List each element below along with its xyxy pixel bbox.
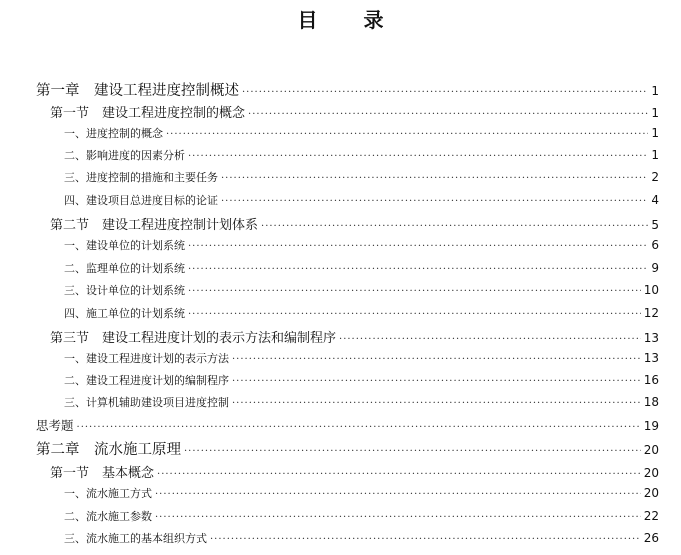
toc-entry-page: 26: [643, 531, 659, 545]
toc-entry-page: 16: [643, 373, 659, 387]
toc-entry-page: 1: [651, 84, 659, 98]
toc-entry-label: 思考题: [36, 418, 74, 433]
toc-entry-page: 1: [651, 106, 659, 120]
toc-entry-label: 三、流水施工的基本组织方式: [64, 532, 207, 545]
toc-entry-label: 二、影响进度的因素分析: [64, 149, 185, 162]
dot-leader: [339, 334, 641, 345]
toc-entry-label: 第一章 建设工程进度控制概述: [36, 83, 239, 99]
toc-entry-label: 第一节 建设工程进度控制的概念: [50, 106, 246, 121]
dot-leader: [232, 354, 641, 365]
toc-entry-item: [64, 169, 659, 185]
toc-entry-section: [50, 462, 659, 481]
toc-title-char-2: 录: [363, 8, 384, 32]
dot-leader: [155, 512, 641, 523]
toc-entry-page: 9: [651, 261, 659, 275]
toc-title: [0, 4, 681, 33]
dot-leader: [166, 129, 648, 140]
toc-entry-page: 19: [643, 419, 659, 433]
toc-entry-page: 10: [643, 283, 659, 297]
toc-entry-page: 22: [643, 509, 659, 523]
dot-leader: [261, 221, 648, 232]
toc-entry-label: 一、进度控制的概念: [64, 127, 163, 140]
dot-leader: [221, 196, 648, 207]
toc-entry-page: 4: [651, 193, 659, 207]
dot-leader: [155, 489, 641, 500]
toc-entry-label: 一、建设单位的计划系统: [64, 239, 185, 252]
toc-entry-item: [64, 147, 659, 163]
toc-entry-page: 18: [643, 395, 659, 409]
dot-leader: [77, 422, 641, 433]
toc-entry-section: [50, 327, 659, 346]
toc-entry-item: [64, 508, 659, 524]
dot-leader: [232, 398, 641, 409]
dot-leader: [188, 264, 648, 275]
toc-entry-label: 一、流水施工方式: [64, 487, 152, 500]
toc-entry-label: 第二章 流水施工原理: [36, 442, 181, 458]
dot-leader: [232, 376, 641, 387]
toc-entry-chapter: [36, 438, 659, 459]
toc-entry-item: [64, 260, 659, 276]
dot-leader: [188, 309, 641, 320]
toc-entry-label: 二、建设工程进度计划的编制程序: [64, 374, 229, 387]
toc-entry-page: 20: [643, 486, 659, 500]
toc-entry-label: 二、监理单位的计划系统: [64, 262, 185, 275]
toc-entry-label: 第三节 建设工程进度计划的表示方法和编制程序: [50, 331, 337, 346]
toc-entry-item: [64, 372, 659, 388]
toc-entry-page: 6: [651, 238, 659, 252]
toc-entry-item: [64, 282, 659, 298]
dot-leader: [188, 241, 648, 252]
toc-entry-exercises: [36, 416, 659, 434]
toc-entry-item: [64, 350, 659, 366]
toc-entry-page: 12: [643, 306, 659, 320]
toc-entry-page: 2: [651, 170, 659, 184]
dot-leader: [188, 151, 648, 162]
dot-leader: [242, 87, 648, 98]
toc-entry-page: 20: [643, 443, 659, 457]
toc-entry-page: 20: [643, 466, 659, 480]
toc-entry-label: 第一节 基本概念: [50, 466, 155, 481]
dot-leader: [188, 286, 641, 297]
toc-entry-chapter: [36, 79, 659, 100]
toc-entry-label: 三、设计单位的计划系统: [64, 284, 185, 297]
toc-entry-label: 三、进度控制的措施和主要任务: [64, 171, 218, 184]
toc-entry-section: [50, 102, 659, 121]
toc-entry-page: 1: [651, 126, 659, 140]
toc-entry-item: [64, 485, 659, 501]
toc-entry-label: 一、建设工程进度计划的表示方法: [64, 352, 229, 365]
toc-entry-item: [64, 192, 659, 208]
dot-leader: [184, 446, 641, 457]
toc-entry-page: 5: [651, 218, 659, 232]
toc-entry-item: [64, 237, 659, 253]
toc-entry-label: 二、流水施工参数: [64, 510, 152, 523]
toc-entry-page: 1: [651, 148, 659, 162]
dot-leader: [221, 173, 648, 184]
dot-leader: [210, 534, 641, 545]
toc-entry-label: 三、计算机辅助建设项目进度控制: [64, 396, 229, 409]
toc-entry-label: 第二节 建设工程进度控制计划体系: [50, 218, 259, 233]
toc-entry-page: 13: [643, 331, 659, 345]
toc-entry-section: [50, 214, 659, 233]
toc-entry-label: 四、建设项目总进度目标的论证: [64, 194, 218, 207]
toc-entry-item: [64, 125, 659, 141]
toc-entry-item: [64, 305, 659, 321]
toc-entry-label: 四、施工单位的计划系统: [64, 307, 185, 320]
toc-entry-item: [64, 530, 659, 546]
dot-leader: [248, 109, 648, 120]
dot-leader: [157, 469, 641, 480]
toc-title-char-1: 目: [297, 8, 318, 32]
toc-entry-page: 13: [643, 351, 659, 365]
toc-entry-item: [64, 394, 659, 410]
